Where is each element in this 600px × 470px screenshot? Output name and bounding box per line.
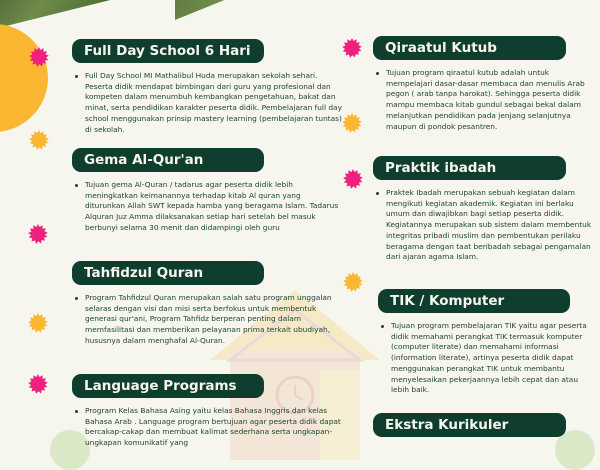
starburst-pink-icon [28,374,48,394]
starburst-pink-icon [28,224,48,244]
bullet-icon [376,192,379,195]
yellow-circle-decoration [0,24,48,132]
section-title: Full Day School 6 Hari [72,39,264,63]
section-title: Tahfidzul Quran [72,261,264,285]
starburst-pink-icon [342,38,362,58]
starburst-pink-icon [29,47,49,67]
bullet-icon [376,72,379,75]
garden-photo-left [0,0,190,30]
section-title: Language Programs [72,374,264,398]
section-text: Tujuan gema Al-Quran / tadarus agar peserta didik lebih meningkatkan keimanannya terhadap kitab Al quran yang diturunkan Allah SWT kepada hamba yang beragama Islam. Tadarus Alquran Juz Amma dilaksanakan setiap hari setelah bel masuk berbunyi selama 30 menit dan didampingi oleh guru [85,180,339,232]
starburst-yellow-icon [28,313,48,333]
section-description [72,71,342,135]
section-language-programs [72,374,342,449]
section-tahfidzul-quran [72,261,342,347]
starburst-yellow-icon [342,113,362,133]
bullet-icon [381,325,384,328]
section-tik-komputer [378,289,595,396]
starburst-pink-icon [343,169,363,189]
garden-photo-center [175,0,325,20]
section-title: TIK / Komputer [378,289,570,313]
section-gema-alquran [72,148,342,234]
bullet-icon [75,297,78,300]
section-full-day-school [72,39,342,135]
section-description [373,68,595,132]
section-title: Ekstra Kurikuler [373,413,566,437]
section-text: Program Tahfidzul Quran merupakan salah satu program unggalan selaras dengan visi dan misi serta berfokus untuk membentuk generasi qur'ani, Program Tahfidz berperan penting dalam memfasilitasi dan memberikan pelayanan prima terkait ubudiyah, hususnya dalam menghafal Al-Quran. [85,293,332,345]
section-text: Full Day School MI Mathalibul Huda merupakan sekolah sehari. Peserta didik mendapat bimbingan dari guru yang profesional dan kompeten dalam menumbuh kembangkan pengetahuan, bakat dan minat, serta pendidikan karakter peserta didik. Pembelajaran full day school menggunakan prinsip mastery learning (pembelajaran tuntas) di sekolah. [85,71,342,134]
section-description [373,188,595,263]
section-description [72,406,342,449]
section-title: Praktik ibadah [373,156,566,180]
starburst-yellow-icon [29,130,49,150]
section-praktik-ibadah [373,156,595,263]
bullet-icon [75,410,78,413]
section-description [378,321,595,396]
section-qiraatul-kutub [373,36,595,132]
section-text: Program Kelas Bahasa Asing yaitu kelas Bahasa Inggris dan kelas Bahasa Arab . Language program bertujuan agar peserta didik dapat bercakap-cakap dan membuat kalimat sederhana serta ungkapan-ungkapan komunikatif yang [85,406,341,448]
bullet-icon [75,75,78,78]
section-description [72,293,342,347]
section-title: Qiraatul Kutub [373,36,566,60]
section-description [72,180,342,234]
section-text: Praktek Ibadah merupakan sebuah kegiatan dalam mengikuti kegiatan akademik. Kegiatan ini berlaku umum dan diwajibkan bagi setiap peserta didik. Kegiatannya merupakan sub sistem dalam membentuk integritas pribadi muslim dan pembentukan perilaku beragama dengan taat beribadah sebagai pengamalan dari ajaran agama Islam. [386,188,592,262]
section-ekstra-kurikuler [373,413,595,437]
section-text: Tujuan program pembelajaran TIK yaitu agar peserta didik memahami perangkat TIK termasuk komputer (computer literate) dan memahami informasi (information literate), artinya peserta didik dapat menggunakan perangkat TIK untuk membantu menyelesaikan pekerjaannya lebih cepat dan atau lebih baik. [391,321,587,395]
starburst-yellow-icon [343,272,363,292]
bullet-icon [75,184,78,187]
section-title: Gema Al-Qur'an [72,148,264,172]
section-text: Tujuan program qiraatul kutub adalah untuk mempelajari dasar-dasar membaca dan menulis Arab pegon ( arab tanpa harokat). Sehingga peserta didik mampu membaca kitab gundul sebagai bekal dalam melanjutkan pendidikan pada jenjang selanjutnya maupun di pondok pesantren. [386,68,585,131]
